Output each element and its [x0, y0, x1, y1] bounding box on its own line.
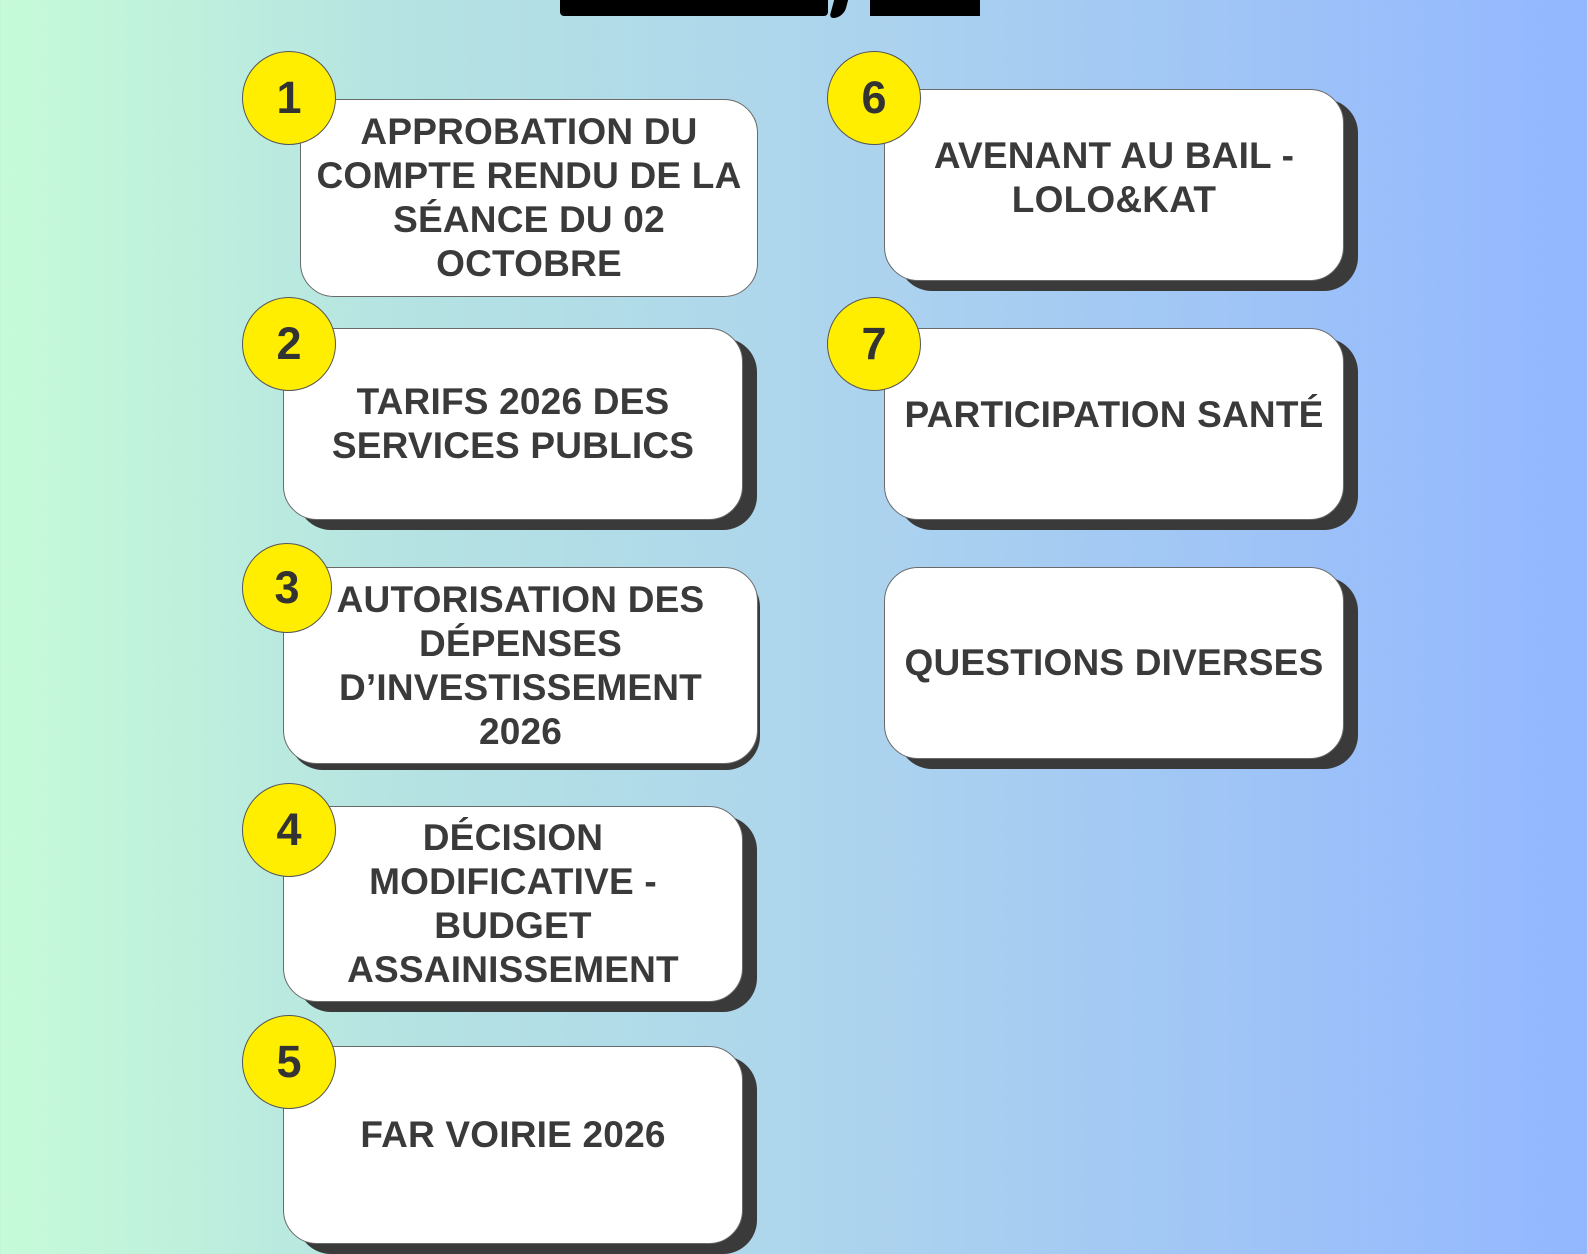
card-face [884, 328, 1344, 520]
agenda-item-6 [884, 89, 1344, 281]
card-face [283, 567, 758, 764]
card-face [300, 99, 758, 297]
agenda-item-label: TARIFS 2026 DES SERVICES PUBLICS [331, 381, 695, 466]
agenda-item-label: APPROBATION DU COMPTE RENDU DE LA SÉANCE DU 02 OCTOBRE [316, 111, 742, 284]
agenda-item-label: PARTICIPATION SANTÉ [904, 394, 1324, 435]
number-badge-7: 7 [827, 297, 921, 391]
card-face [884, 89, 1344, 281]
number-badge-6: 6 [827, 51, 921, 145]
number-badge-3: 3 [242, 543, 332, 633]
agenda-item-5 [283, 1046, 743, 1244]
agenda-item-7 [884, 328, 1344, 520]
agenda-item-label: FAR VOIRIE 2026 [360, 1114, 666, 1155]
card-face [884, 567, 1344, 759]
agenda-item-label: QUESTIONS DIVERSES [904, 642, 1324, 683]
title-fragment-2 [870, 0, 980, 16]
agenda-item-2 [283, 328, 743, 520]
card-face [283, 1046, 743, 1244]
agenda-item-4 [283, 806, 743, 1002]
number-badge-5: 5 [242, 1015, 336, 1109]
agenda-item-label: AUTORISATION DES DÉPENSES D’INVESTISSEMENT 2026 [336, 578, 705, 752]
agenda-item-label: DÉCISION MODIFICATIVE - BUDGET ASSAINISSEMENT [347, 817, 679, 990]
number-badge-2: 2 [242, 297, 336, 391]
number-badge-1: 1 [242, 51, 336, 145]
agenda-item-label: AVENANT AU BAIL - LOLO&KAT [933, 135, 1295, 220]
card-face [283, 806, 743, 1002]
title-fragment [560, 0, 828, 16]
agenda-item-3 [283, 567, 758, 764]
agenda-item-questions [884, 567, 1344, 759]
card-face [283, 328, 743, 520]
agenda-item-1 [300, 99, 758, 297]
number-badge-4: 4 [242, 783, 336, 877]
